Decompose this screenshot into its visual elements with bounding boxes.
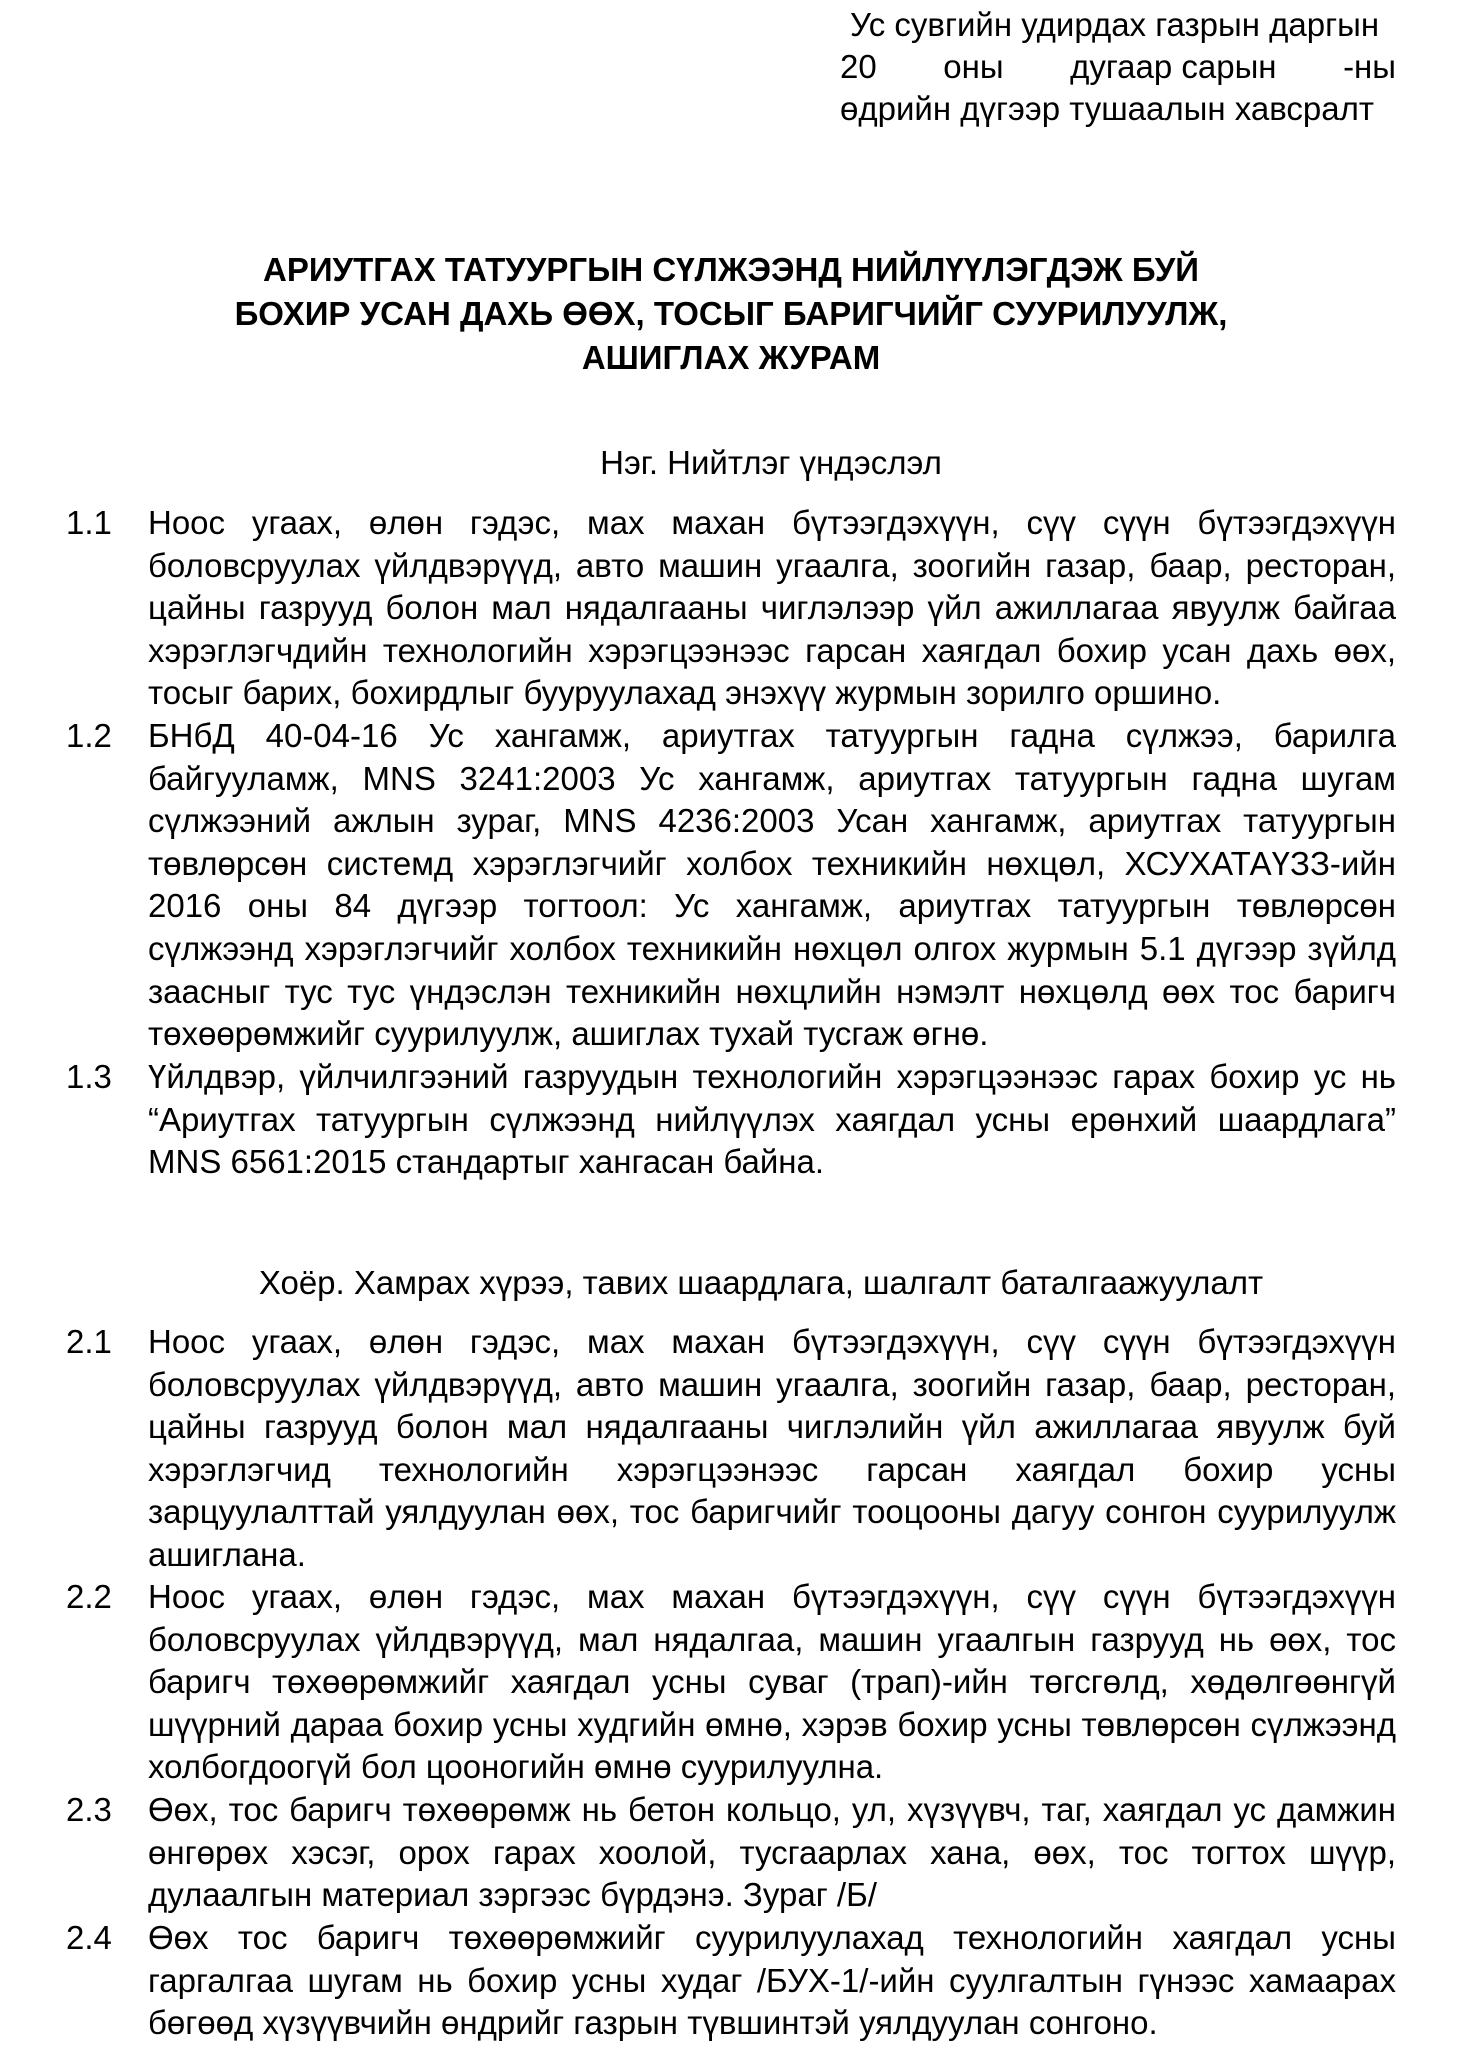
clause-number: 2.1 [66,1323,112,1360]
clause-number: 2.2 [66,1578,112,1615]
clause-2-1 [66,1321,1396,1577]
title-line-2: БОХИР УСАН ДАХЬ ӨӨХ, ТОСЫГ БАРИГЧИЙГ СУУРИЛУУЛЖ, [234,295,1228,332]
clause-2-2 [66,1576,1396,1789]
title-line-3: АШИГЛАХ ЖУРАМ [581,339,881,376]
clause-text: Ноос угаах, өлөн гэдэс, мах махан бүтээгдэхүүн, сүү сүүн бүтээгдэхүүн боловсруулах үйлдвэрүүд, мал нядалгаа, машин угаалгын газрууд нь өөх, тос баригч төхөөрөмжийг хаягдал усны суваг (трап)-ийн төгсгөлд, хөдөлгөөнгүй шүүрний дараа бохир усны худгийн өмнө, хэрэв бохир усны төвлөрсөн сүлжээнд холбогдоогүй бол цооногийн өмнө суурилуулна. [148,1578,1396,1786]
header-year: 20 [840,48,877,85]
clause-text: Өөх, тос баригч төхөөрөмж нь бетон кольцо, ул, хүзүүвч, таг, хаягдал ус дамжин өнгөрөх хэсэг, орох гарах хоолой, тусгаарлах хана, өөх, тос тогтох шүүр, дулаалгын материал зэргээс бүрдэнэ. Зураг /Б/ [148,1791,1396,1914]
clause-1-2 [66,715,1396,1056]
section-heading-2: Хоёр. Хамрах хүрээ, тавих шаардлага, шалгалт баталгаажуулалт [258,1264,1264,1301]
title-line-1: АРИУТГАХ ТАТУУРГЫН СҮЛЖЭЭНД НИЙЛҮҮЛЭГДЭЖ БУЙ [263,251,1199,288]
clause-text: Ноос угаах, өлөн гэдэс, мах махан бүтээгдэхүүн, сүү сүүн бүтээгдэхүүн боловсруулах үйлдвэрүүд, авто машин угаалга, зоогийн газар, баар, ресторан, цайны газрууд болон мал нядалгааны чиглэлийн үйл ажиллагаа явуулж буй хэрэглэгчид технологийн хэрэгцээнээс гарсан хаягдал бохир усны зарцуулалттай уялдуулан өөх, тос баригчийг тооцооны дагуу сонгон суурилуулж ашиглана. [148,1323,1396,1573]
clause-text: БНбД 40-04-16 Ус хангамж, ариутгах татуургын гадна сүлжээ, барилга байгууламж, MNS 3241:2003 Ус хангамж, ариутгах татуургын гадна шугам сүлжээний ажлын зураг, MNS 4236:2003 Усан хангамж, ариутгах татуургын төвлөрсөн системд хэрэглэгчийг холбох техникийн нөхцөл, ХСУХАТАҮЗЗ-ийн 2016 оны 84 дүгээр тогтоол: Ус хангамж, ариутгах татуургын төвлөрсөн сүлжээнд хэрэглэгчийг холбох техникийн нөхцөл олгох журмын 5.1 дүгээр зүйлд заасныг тус тус үндэслэн техникийн нөхцлийн нэмэлт нөхцөлд өөх тос баригч төхөөрөмжийг суурилуулж, ашиглах тухай тусгаж өгнө. [148,717,1396,1053]
header-line-2 [836,46,1396,88]
header-year-suffix: оны [943,48,1004,85]
document-title [0,248,1462,380]
clause-2-4 [66,1917,1396,2045]
header-day-suffix: -ны [1343,48,1396,85]
header-line-1: Ус сувгийн удирдах газрын даргын [850,6,1380,43]
section-heading-1: Нэг. Нийтлэг үндэслэл [600,444,942,481]
clause-1-1 [66,502,1396,715]
header-line-3: өдрийн дүгээр тушаалын хавсралт [840,90,1374,127]
clause-number: 1.3 [66,1058,112,1095]
clause-number: 1.2 [66,717,112,754]
clause-1-3 [66,1056,1396,1184]
order-attachment-header [836,4,1396,130]
clause-2-3 [66,1789,1396,1917]
clause-number: 1.1 [66,504,112,541]
clause-number: 2.4 [66,1919,112,1956]
clause-text: Үйлдвэр, үйлчилгээний газруудын технологийн хэрэгцээнээс гарах бохир ус нь “Ариутгах татуургын сүлжээнд нийлүүлэх хаягдал усны ерөнхий шаардлага” MNS 6561:2015 стандартыг хангасан байна. [148,1058,1396,1181]
header-month: дугаар сарын [1070,48,1277,85]
clause-number: 2.3 [66,1791,112,1828]
clause-text: Өөх тос баригч төхөөрөмжийг суурилуулахад технологийн хаягдал усны гаргалгаа шугам нь бохир усны худаг /БУХ-1/-ийн суулгалтын гүнээс хамаарах бөгөөд хүзүүвчийн өндрийг газрын түвшинтэй уялдуулан сонгоно. [148,1919,1396,2042]
clause-text: Ноос угаах, өлөн гэдэс, мах махан бүтээгдэхүүн, сүү сүүн бүтээгдэхүүн боловсруулах үйлдвэрүүд, авто машин угаалга, зоогийн газар, баар, ресторан, цайны газрууд болон мал нядалгааны чиглэлээр үйл ажиллагаа явуулж байгаа хэрэглэгчдийн технологийн хэрэгцээнээс гарсан хаягдал бохир усан дахь өөх, тосыг барих, бохирдлыг бууруулахад энэхүү журмын зорилго оршино. [148,504,1396,712]
